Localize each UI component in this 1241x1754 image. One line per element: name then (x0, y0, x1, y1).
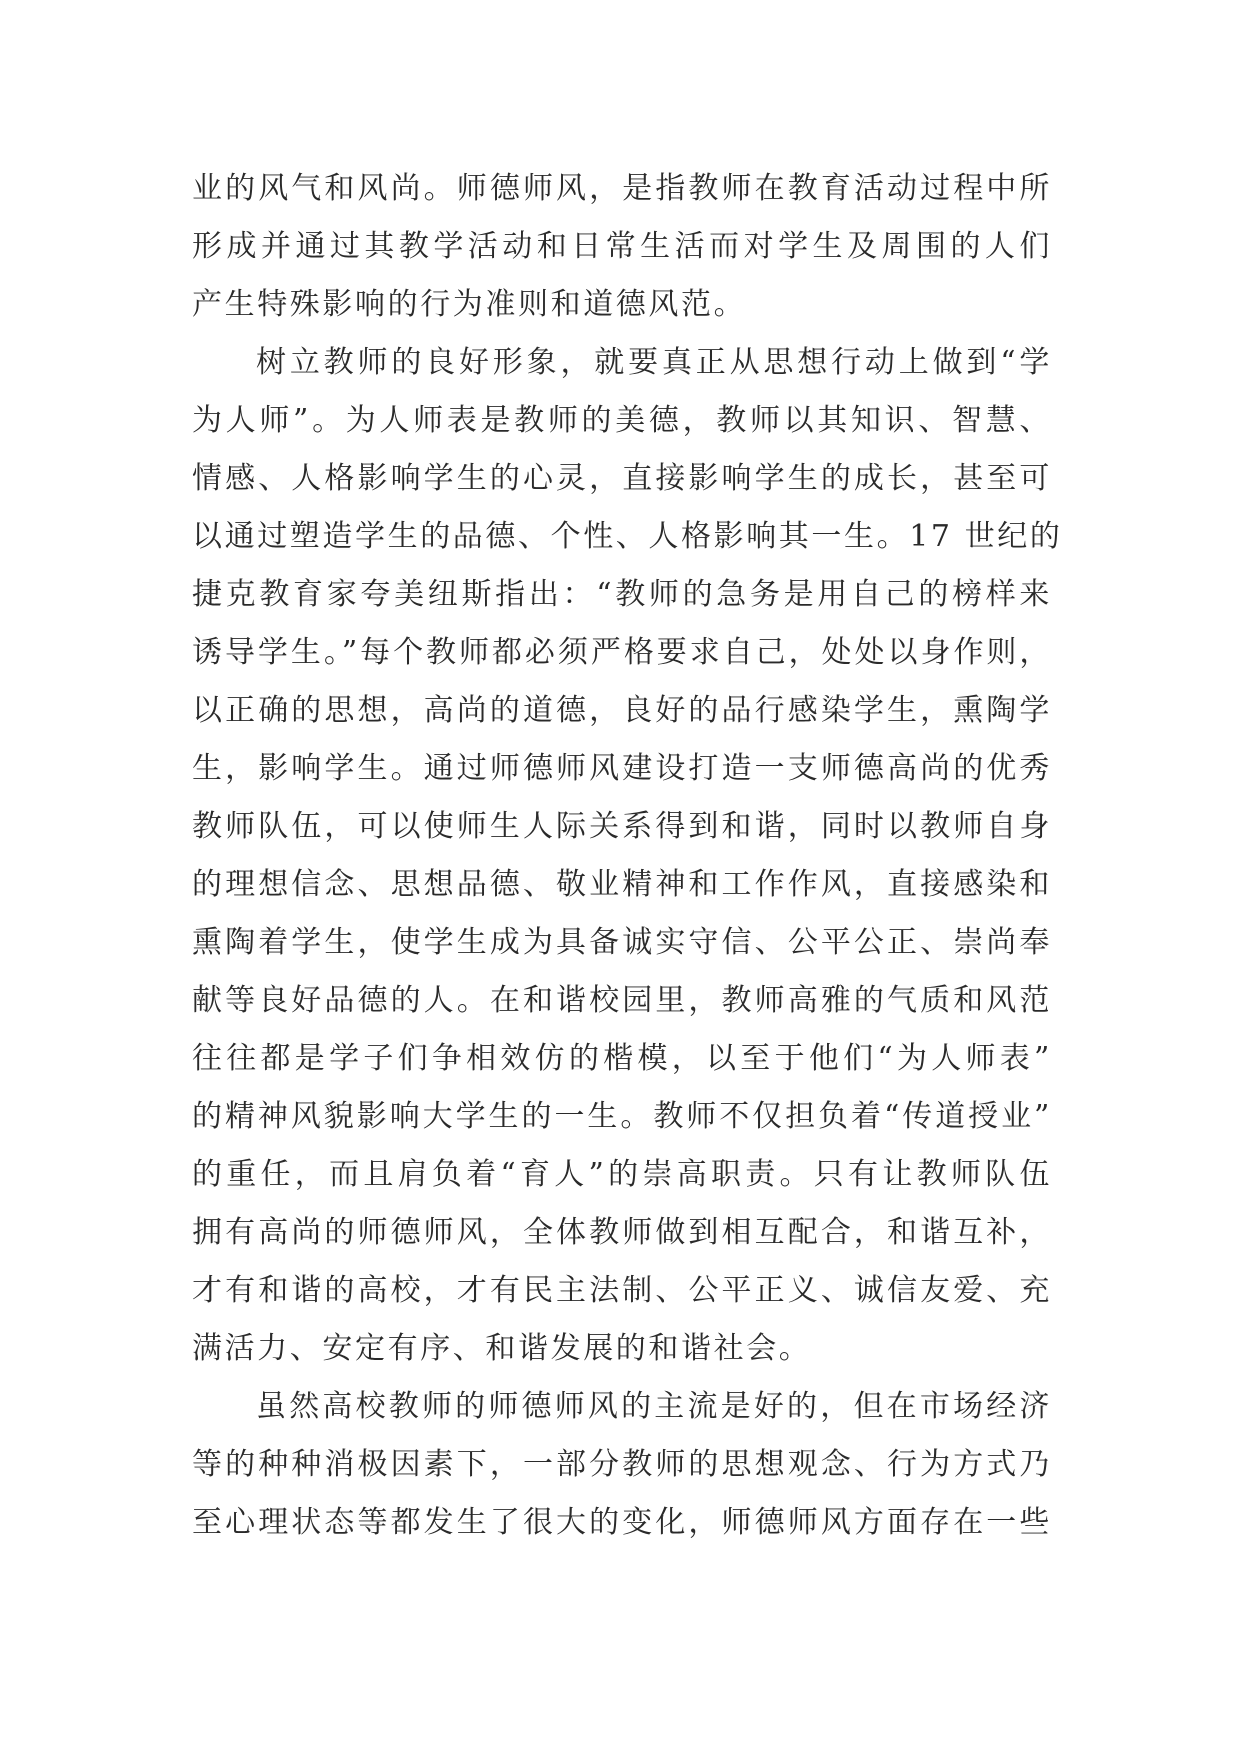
text-line: 的精神风貌影响大学生的一生。教师不仅担负着“传道授业” (192, 1099, 1052, 1134)
text-line: 形成并通过其教学活动和日常生活而对学生及周围的人们 (192, 229, 1052, 264)
text-line: 满活力、安定有序、和谐发展的和谐社会。 (192, 1331, 812, 1366)
text-line: 的理想信念、思想品德、敬业精神和工作作风，直接感染和 (192, 867, 1052, 902)
text-line: 产生特殊影响的行为准则和道德风范。 (192, 287, 747, 322)
text-line: 虽然高校教师的师德师风的主流是好的，但在市场经济 (256, 1389, 1052, 1424)
text-line: 树立教师的良好形象，就要真正从思想行动上做到“学 (256, 345, 1052, 380)
text-line: 熏陶着学生，使学生成为具备诚实守信、公平公正、崇尚奉 (192, 925, 1052, 960)
text-line: 拥有高尚的师德师风，全体教师做到相互配合，和谐互补， (192, 1215, 1052, 1250)
text-line: 捷克教育家夸美纽斯指出：“教师的急务是用自己的榜样来 (192, 577, 1052, 612)
text-line: 诱导学生。”每个教师都必须严格要求自己，处处以身作则， (192, 635, 1052, 670)
text-line: 献等良好品德的人。在和谐校园里，教师高雅的气质和风范 (192, 983, 1052, 1018)
text-line: 情感、人格影响学生的心灵，直接影响学生的成长，甚至可 (192, 461, 1052, 496)
text-line: 以正确的思想，高尚的道德，良好的品行感染学生，熏陶学 (192, 693, 1052, 728)
text-line: 的重任，而且肩负着“育人”的崇高职责。只有让教师队伍 (192, 1157, 1052, 1192)
text-line: 为人师”。为人师表是教师的美德，教师以其知识、智慧、 (192, 403, 1052, 438)
text-line: 等的种种消极因素下，一部分教师的思想观念、行为方式乃 (192, 1447, 1052, 1482)
text-line: 业的风气和风尚。师德师风，是指教师在教育活动过程中所 (192, 171, 1052, 206)
text-line: 生，影响学生。通过师德师风建设打造一支师德高尚的优秀 (192, 751, 1052, 786)
body-text (192, 160, 1063, 1552)
text-line: 教师队伍，可以使师生人际关系得到和谐，同时以教师自身 (192, 809, 1052, 844)
text-line: 以通过塑造学生的品德、个性、人格影响其一生。17 世纪的 (192, 519, 1063, 554)
text-line: 才有和谐的高校，才有民主法制、公平正义、诚信友爱、充 (192, 1273, 1052, 1308)
text-line: 往往都是学子们争相效仿的楷模，以至于他们“为人师表” (192, 1041, 1052, 1076)
text-line: 至心理状态等都发生了很大的变化，师德师风方面存在一些 (192, 1505, 1052, 1540)
